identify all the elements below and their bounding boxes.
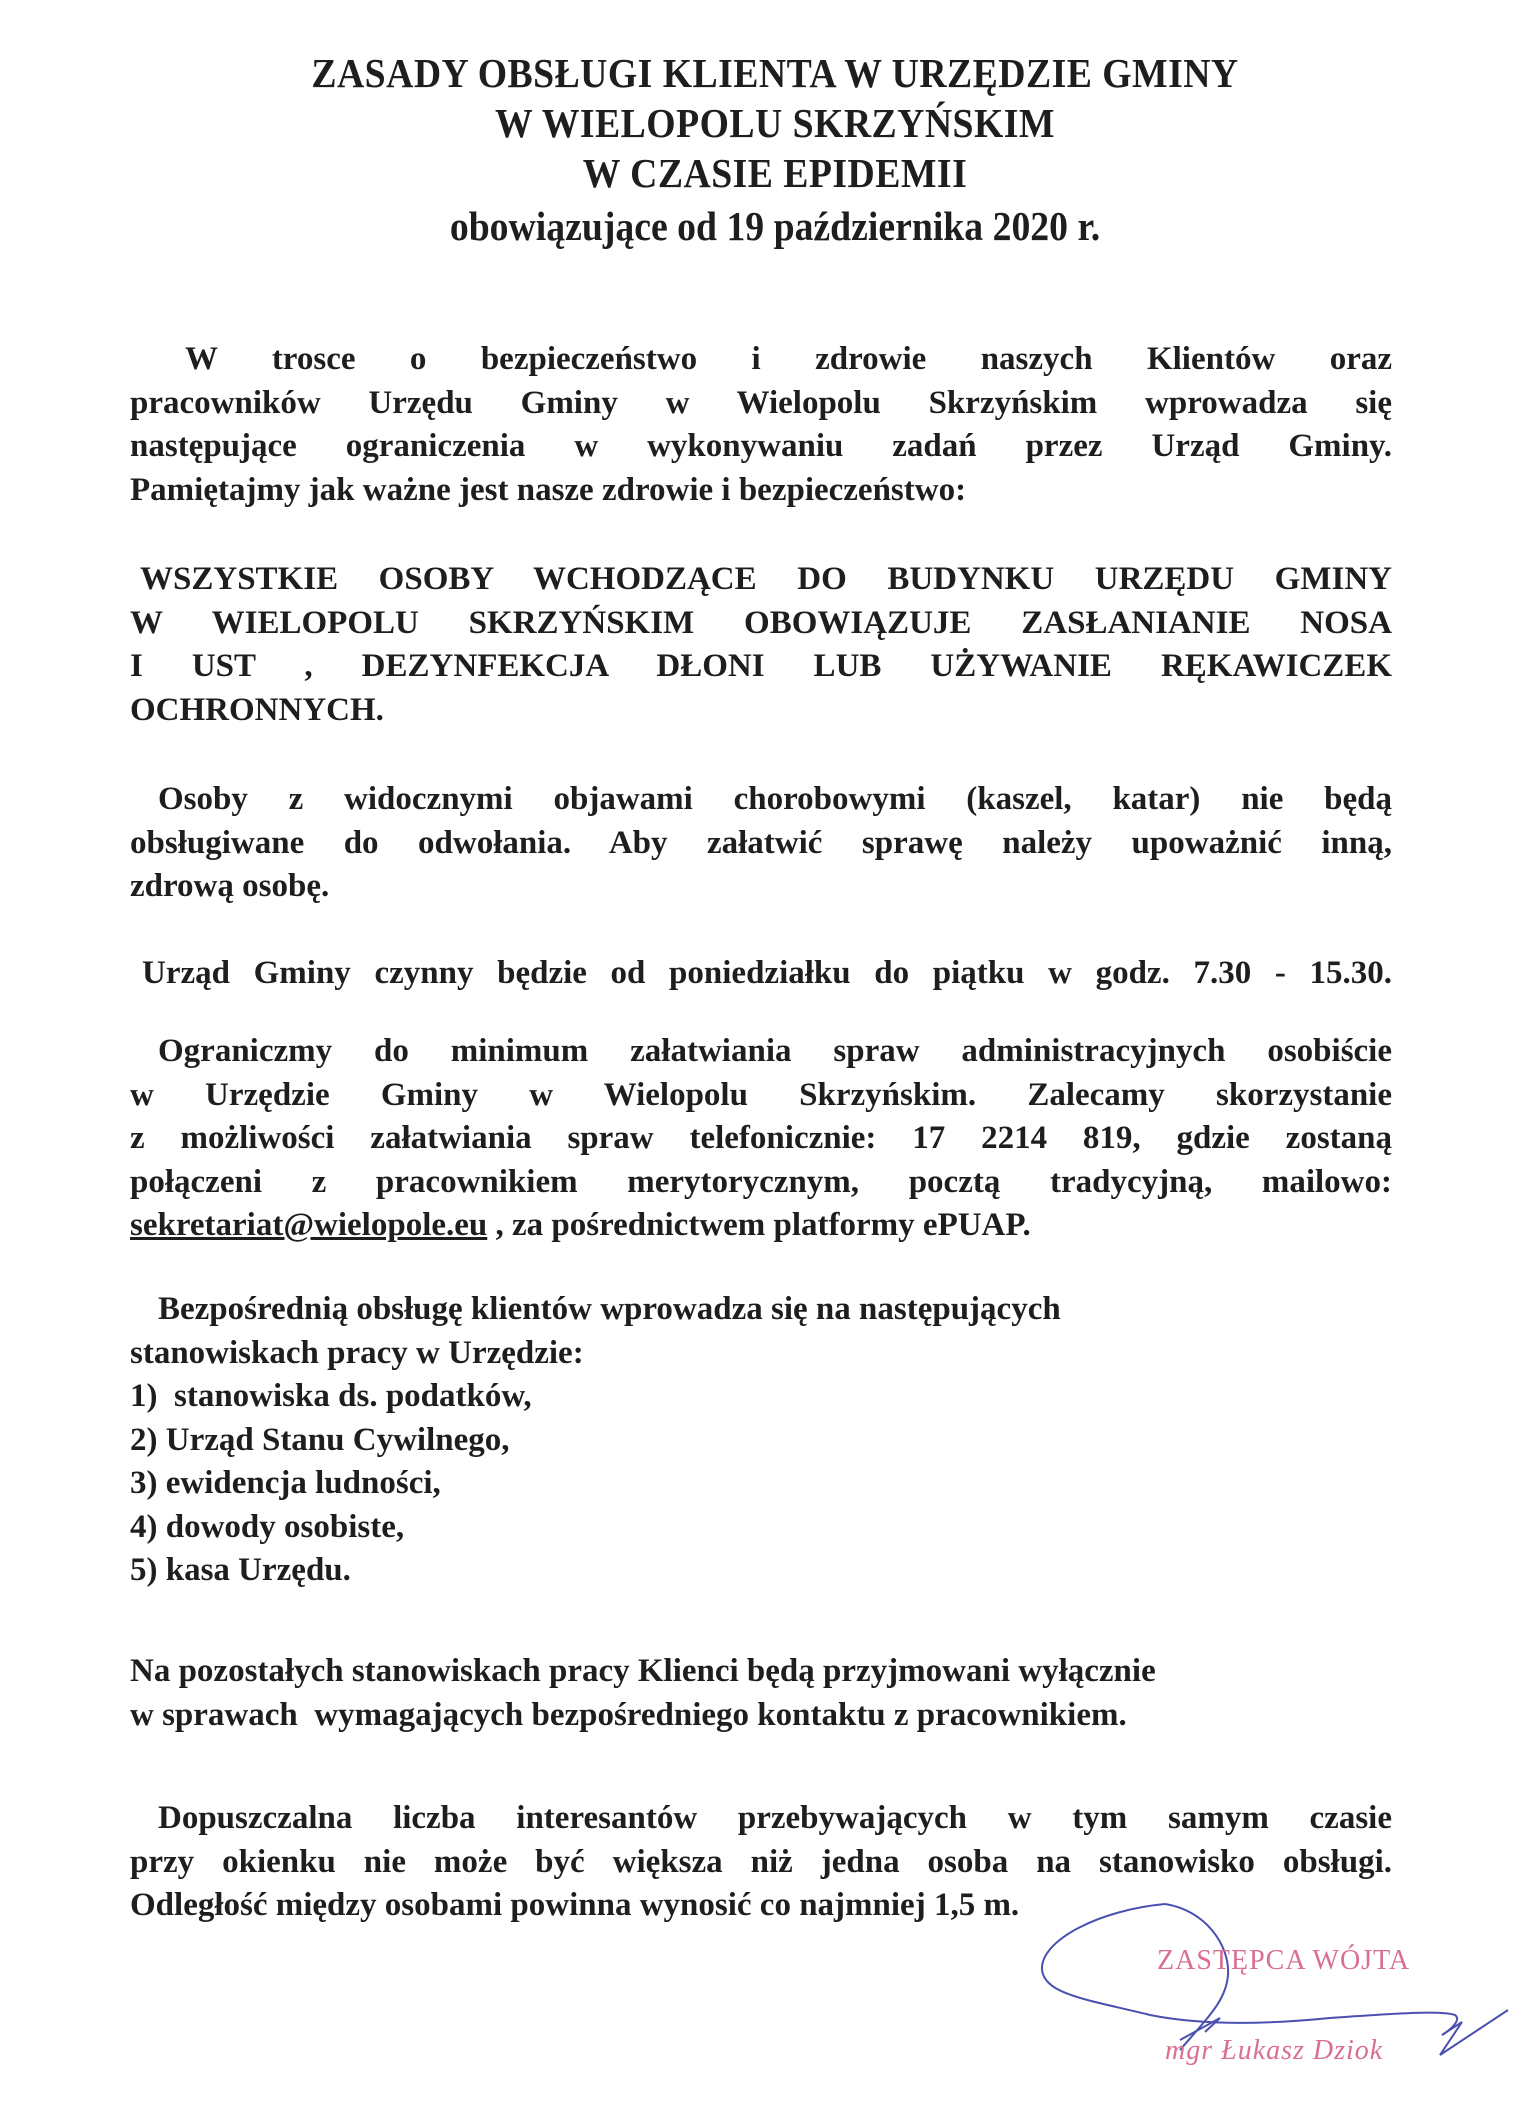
service-list-item: 5) kasa Urzędu. — [130, 1552, 351, 1588]
limits-line: Odległość między osobami powinna wynosić co najmniej 1,5 m. — [130, 1887, 1020, 1923]
handwritten-signature-icon — [1030, 1900, 1528, 2104]
title-line-2: W WIELOPOLU SKRZYŃSKIM — [495, 100, 1055, 146]
title-line-3: W CZASIE EPIDEMII — [582, 150, 968, 196]
stamp-title: ZASTĘPCA WÓJTA — [1157, 1945, 1411, 1976]
service-list-item: 3) ewidencja ludności, — [130, 1465, 441, 1501]
intro-line: następujące ograniczenia w wykonywaniu zadań przez Urząd Gminy. — [130, 428, 1392, 464]
service-list-item: 4) dowody osobiste, — [130, 1508, 405, 1545]
contact-line: połączeni z pracownikiem merytorycznym, pocztą tradycyjną, mailowo: — [130, 1163, 1392, 1200]
direct-service-paragraph — [130, 1288, 1392, 1593]
direct-service-intro: stanowiskach pracy w Urzędzie: — [130, 1334, 584, 1371]
office-hours-text: Urząd Gminy czynny będzie od poniedziałku do piątku w godz. 7.30 - 15.30. — [142, 955, 1392, 991]
symptoms-line: Osoby z widocznymi objawami chorobowymi (kaszel, katar) nie będą — [158, 781, 1392, 817]
other-positions-line: w sprawach wymagających bezpośredniego kontaktu z pracownikiem. — [130, 1696, 1127, 1733]
service-list-item: 2) Urząd Stanu Cywilnego, — [130, 1421, 510, 1458]
symptoms-paragraph — [130, 778, 1392, 909]
contact-line: z możliwości załatwiania spraw telefonicznie: 17 2214 819, gdzie zostaną — [130, 1120, 1392, 1156]
other-positions-line: Na pozostałych stanowiskach pracy Klienci będą przyjmowani wyłącznie — [130, 1653, 1156, 1689]
notice-line: W WIELOPOLU SKRZYŃSKIM OBOWIĄZUJE ZASŁANIANIE NOSA — [130, 604, 1392, 641]
contact-line: Ograniczmy do minimum załatwiania spraw administracyjnych osobiście — [158, 1033, 1392, 1069]
limits-line: Dopuszczalna liczba interesantów przebywających w tym samym czasie — [158, 1800, 1392, 1836]
stamp-name: mgr Łukasz Dziok — [1165, 2035, 1384, 2066]
mask-notice-paragraph — [130, 558, 1392, 732]
title-effective-date: obowiązujące od 19 października 2020 r. — [449, 203, 1101, 249]
limits-line: przy okienku nie może być większa niż jedna osoba na stanowisko obsługi. — [130, 1843, 1392, 1880]
direct-service-intro: Bezpośrednią obsługę klientów wprowadza się na następujących — [158, 1291, 1061, 1327]
symptoms-line: zdrową osobę. — [130, 868, 330, 904]
service-list-item: 1) stanowiska ds. podatków, — [130, 1378, 532, 1414]
intro-line: W trosce o bezpieczeństwo i zdrowie naszych Klientów oraz — [185, 341, 1392, 377]
contact-line-email — [130, 1204, 1392, 1248]
email-link[interactable]: sekretariat@wielopole.eu — [130, 1207, 488, 1243]
contact-line-rest: , za pośrednictwem platformy ePUAP. — [487, 1207, 1031, 1243]
other-positions-paragraph — [130, 1650, 1392, 1737]
notice-line: WSZYSTKIE OSOBY WCHODZĄCE DO BUDYNKU URZĘDU GMINY — [140, 561, 1392, 597]
title-line-1: ZASADY OBSŁUGI KLIENTA W URZĘDZIE GMINY — [311, 50, 1239, 96]
intro-line: pracowników Urzędu Gminy w Wielopolu Skrzyńskim wprowadza się — [130, 384, 1392, 421]
intro-line: Pamiętajmy jak ważne jest nasze zdrowie i bezpieczeństwo: — [130, 471, 967, 508]
document-title — [150, 48, 1400, 254]
notice-line: OCHRONNYCH. — [130, 691, 384, 728]
office-hours-paragraph — [130, 952, 1392, 996]
notice-line: I UST , DEZYNFEKCJA DŁONI LUB UŻYWANIE RĘKAWICZEK — [130, 648, 1392, 684]
contact-paragraph — [130, 1030, 1392, 1248]
symptoms-line: obsługiwane do odwołania. Aby załatwić sprawę należy upoważnić inną, — [130, 824, 1392, 861]
intro-paragraph — [130, 338, 1392, 512]
contact-line: w Urzędzie Gminy w Wielopolu Skrzyńskim. Zalecamy skorzystanie — [130, 1076, 1392, 1113]
